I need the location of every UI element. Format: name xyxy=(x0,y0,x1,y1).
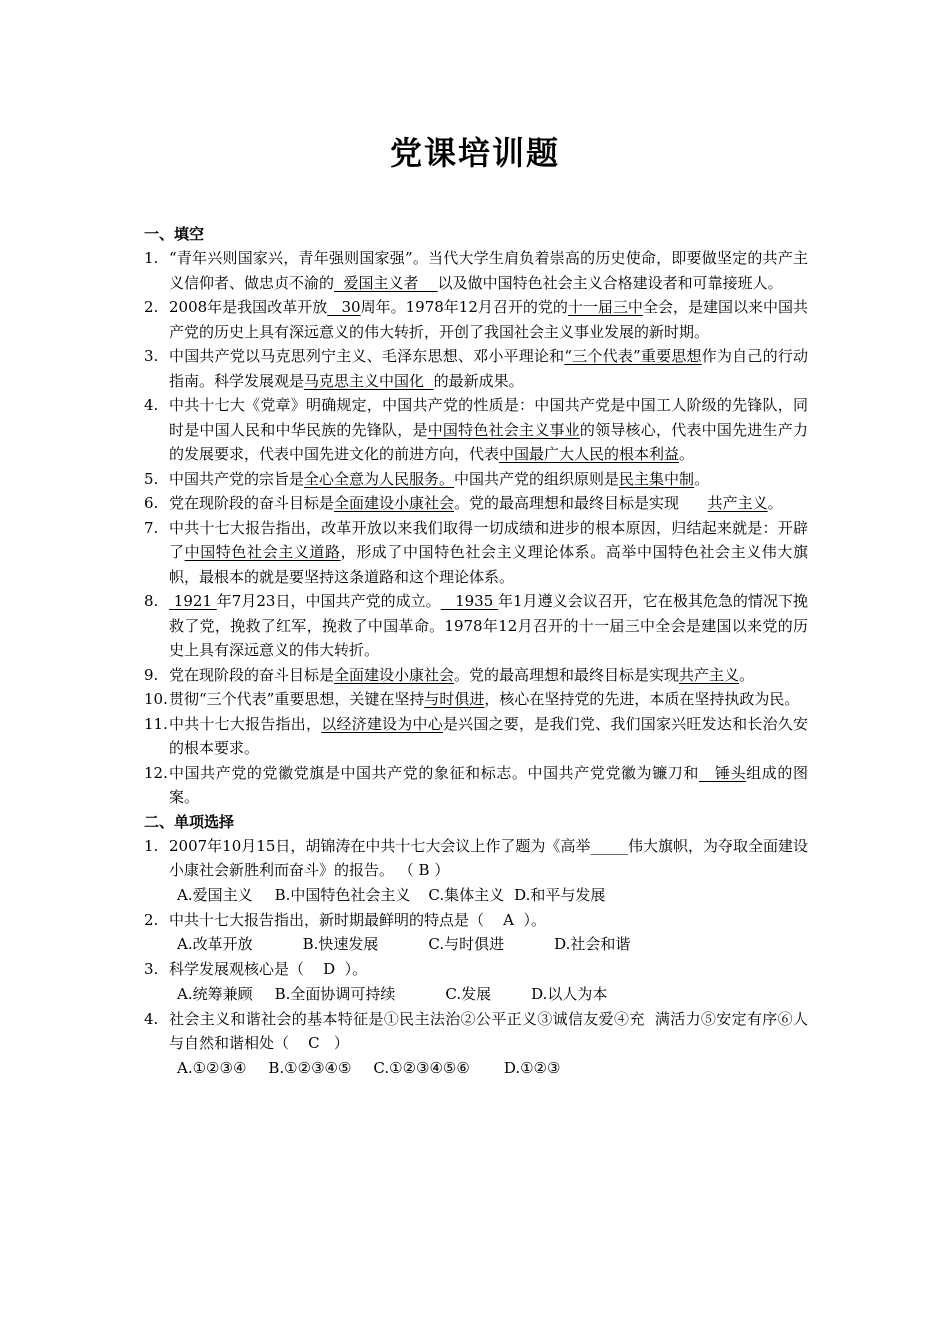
item-number: 3. xyxy=(144,960,159,978)
item-text: 周年。1978年12月召开的党的 xyxy=(360,298,568,316)
answer-blank: 全面建设小康社会 xyxy=(334,494,455,512)
question-text: 中共十七大报告指出，新时期最鲜明的特点是（ A ）。 xyxy=(169,910,546,929)
section-heading-single-choice: 二、单项选择 xyxy=(144,812,235,831)
item-number: 6. xyxy=(144,494,159,512)
answer-blank: 全心全意为人民服务。 xyxy=(304,469,455,488)
question-item xyxy=(144,957,808,982)
item-number: 3. xyxy=(144,347,159,365)
fill-in-item xyxy=(144,761,808,810)
option-row xyxy=(144,982,808,1007)
single-choice-list xyxy=(144,834,808,1081)
item-text: 的最新成果。 xyxy=(433,371,524,390)
item-text: 全会，是建国以来中国共产党的历史上具有深远意义的伟大转折，开创了我国社会主义事业发展的新时期。 xyxy=(169,298,808,341)
fill-in-item xyxy=(144,712,808,761)
answer-blank: 民主集中制 xyxy=(619,469,695,488)
item-text: ，核心在坚持党的先进，本质在坚持执政为民。 xyxy=(484,690,800,708)
item-number: 2. xyxy=(144,910,159,929)
item-text: 中国共产党以马克思列宁主义、毛泽东思想、邓小平理论和 xyxy=(169,347,565,365)
answer-blank: 与时俱进 xyxy=(424,690,485,708)
question-text: 2007年10月15日，胡锦涛在中共十七大会议上作了题为《高举_____伟大旗帜，为夺取全面建设小康社会新胜利而奋斗》的报告。 （ B ） xyxy=(169,836,808,879)
question-item xyxy=(144,908,808,933)
answer-blank: 1935 xyxy=(440,592,499,610)
answer-blank: 爱国主义者 xyxy=(334,273,438,292)
item-text: 中共十七大《党章》明确规定，中国共产党的性质是：中国共产党是中国工人阶级的先锋队，同时是中国人民和中华民族的先锋队，是 xyxy=(169,396,808,439)
fill-in-item xyxy=(144,344,808,393)
answer-blank: 共产主义 xyxy=(707,494,768,512)
answer-blank: 1921 xyxy=(169,592,217,610)
item-text: “青年兴则国家兴，青年强则国家强”。当代大学生肩负着崇高的历史使命，即要做坚定的共产主义信仰者、做忠贞不渝的 xyxy=(169,249,808,292)
fill-in-item xyxy=(144,393,808,467)
document-body xyxy=(144,222,808,1081)
item-number: 1. xyxy=(144,836,159,855)
answer-blank: 以经济建设为中心 xyxy=(321,714,443,733)
item-text: 。党的最高理想和最终目标是实现 xyxy=(454,665,680,684)
item-text: ，形成了中国特色社会主义理论体系。高举中国特色社会主义伟大旗帜，最根本的就是要坚持这条道路和这个理论体系。 xyxy=(169,543,808,586)
item-number: 4. xyxy=(144,396,159,414)
answer-option[interactable]: D.①②③ xyxy=(503,1058,561,1077)
item-text: 。 xyxy=(767,494,783,512)
answer-blank: 共产主义 xyxy=(679,665,740,684)
answer-option[interactable]: D.社会和谐 xyxy=(554,935,631,953)
answer-option[interactable]: D.和平与发展 xyxy=(514,885,606,904)
answer-option[interactable]: A.爱国主义 xyxy=(177,885,253,904)
answer-blank: “三个代表”重要思想 xyxy=(564,347,702,365)
answer-option[interactable]: B.①②③④⑤ xyxy=(268,1058,352,1077)
item-number: 7. xyxy=(144,518,159,537)
answer-blank: 中国特色社会主义事业 xyxy=(427,420,580,439)
item-text: 以及做中国特色社会主义合格建设者和可靠接班人。 xyxy=(437,273,783,292)
item-number: 4. xyxy=(144,1009,159,1028)
item-text: 中国共产党的宗旨是 xyxy=(169,469,305,488)
question-item xyxy=(144,834,808,883)
item-number: 11. xyxy=(144,714,168,733)
item-text: 中国共产党的党徽党旗是中国共产党的象征和标志。中国共产党党徽为镰刀和 xyxy=(169,763,699,782)
fill-in-item xyxy=(144,589,808,663)
answer-blank: 中国特色社会主义道路 xyxy=(184,543,341,561)
item-number: 10. xyxy=(144,690,168,708)
item-text: 的领导核心，代表中国先进生产力的发展要求，代表中国先进文化的前进方向，代表 xyxy=(169,420,808,463)
answer-blank: 十一届三中 xyxy=(567,298,643,316)
answer-option[interactable]: A.①②③④ xyxy=(177,1058,247,1077)
item-text: 党在现阶段的奋斗目标是 xyxy=(169,665,335,684)
answer-blank: 全面建设小康社会 xyxy=(334,665,455,684)
answer-option[interactable]: B.全面协调可持续 xyxy=(274,984,396,1003)
answer-blank: 30 xyxy=(327,298,361,316)
answer-option[interactable]: B.快速发展 xyxy=(302,935,379,953)
option-row xyxy=(144,932,808,957)
fill-in-item xyxy=(144,663,808,688)
fill-in-item xyxy=(144,246,808,295)
answer-option[interactable]: C.发展 xyxy=(445,984,492,1003)
item-text: 中共十七大报告指出， xyxy=(169,714,322,733)
item-number: 5. xyxy=(144,469,159,488)
item-text: 。 xyxy=(694,469,710,488)
question-item xyxy=(144,1007,808,1056)
item-number: 1. xyxy=(144,249,159,267)
answer-option[interactable]: C.与时俱进 xyxy=(428,935,505,953)
item-number: 8. xyxy=(144,592,159,610)
item-text: 中共十七大报告指出，改革开放以来我们取得一切成绩和进步的根本原因，归结起来就是：开辟了 xyxy=(169,518,808,561)
item-text: 党在现阶段的奋斗目标是 xyxy=(169,494,335,512)
fill-in-item xyxy=(144,491,808,516)
item-text: 2008年是我国改革开放 xyxy=(169,298,328,316)
item-text: 是兴国之要，是我们党、我们国家兴旺发达和长治久安的根本要求。 xyxy=(169,714,808,757)
answer-option[interactable]: B.中国特色社会主义 xyxy=(274,885,411,904)
item-number: 2. xyxy=(144,298,159,316)
answer-option[interactable]: C.集体主义 xyxy=(428,885,505,904)
item-number: 9. xyxy=(144,665,159,684)
section-heading-fill-in: 一、填空 xyxy=(144,225,205,243)
item-text: 贯彻“三个代表”重要思想，关键在坚持 xyxy=(169,690,425,708)
item-text: 年1月遵义会议召开，它在极其危急的情况下挽救了党，挽救了红军，挽救了中国革命。1978年12月召开的十一届三中全会是建国以来党的历史上具有深远意义的伟大转折。 xyxy=(169,592,808,659)
answer-option[interactable]: C.①②③④⑤⑥ xyxy=(373,1058,470,1077)
fill-in-item xyxy=(144,687,808,712)
item-text: 。 xyxy=(679,445,695,463)
answer-option[interactable]: A.统筹兼顾 xyxy=(177,984,253,1003)
item-text: 。 xyxy=(739,665,755,684)
answer-option[interactable]: D.以人为本 xyxy=(531,984,608,1003)
item-text: 作为自己的行动指南。科学发展观是 xyxy=(169,347,808,390)
question-text: 科学发展观核心是（ D ）。 xyxy=(169,960,368,978)
item-text: 中国共产党的组织原则是 xyxy=(454,469,620,488)
fill-in-item xyxy=(144,467,808,492)
answer-blank: 马克思主义中国化 xyxy=(304,371,434,390)
item-number: 12. xyxy=(144,763,168,782)
question-text: 社会主义和谐社会的基本特征是①民主法治②公平正义③诚信友爱④充 满活力⑤安定有序⑥人与自然和谐相处（ C ） xyxy=(169,1009,808,1052)
fill-in-list xyxy=(144,246,808,810)
fill-in-item xyxy=(144,295,808,344)
answer-option[interactable]: A.改革开放 xyxy=(177,935,253,953)
item-text: 。党的最高理想和最终目标是实现 xyxy=(454,494,708,512)
page-title: 党课培训题 xyxy=(389,134,560,172)
answer-blank: 锤头 xyxy=(698,763,747,782)
fill-in-item xyxy=(144,516,808,590)
option-row xyxy=(144,883,808,908)
item-text: 年7月23日，中国共产党的成立。 xyxy=(216,592,441,610)
item-text: 组成的图案。 xyxy=(169,763,808,806)
answer-blank: 中国最广大人民的根本利益 xyxy=(499,445,680,463)
option-row xyxy=(144,1056,808,1081)
